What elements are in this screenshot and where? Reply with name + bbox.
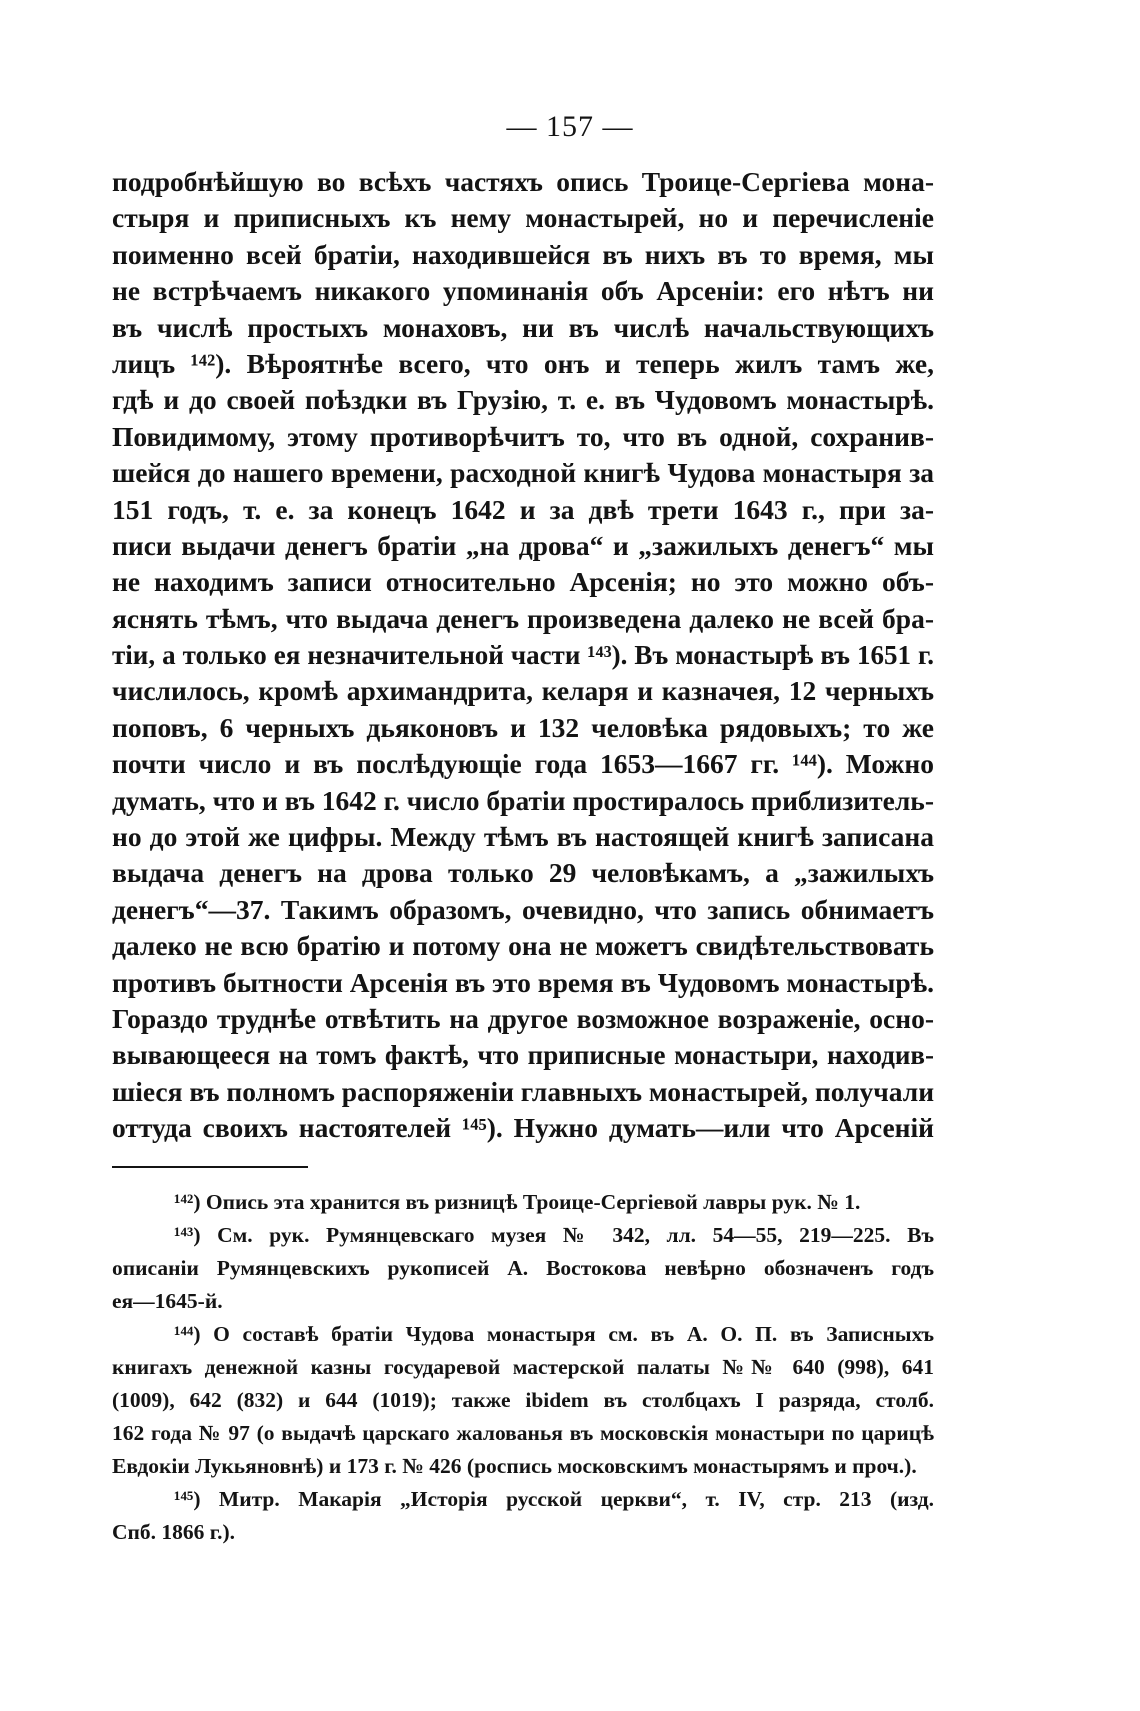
footnote-line: ¹⁴²) Опись эта хранится въ ризницѣ Троице-Сергіевой лавры рук. № 1. <box>174 1190 861 1214</box>
footnotes <box>112 1186 934 1549</box>
text-line: яснять тѣмъ, что выдача денегъ произведена далеко не всей бра- <box>112 602 934 634</box>
footnote-143 <box>112 1219 934 1318</box>
text-line: лицъ ¹⁴²). Вѣроятнѣе всего, что онъ и теперь жилъ тамъ же, <box>112 347 934 379</box>
body-text <box>112 164 934 1147</box>
footnote-line: ея—1645-й. <box>112 1289 223 1313</box>
footnote-line: 162 года № 97 (о выдачѣ царскаго жалованья въ московскія монастыри по царицѣ <box>112 1421 934 1445</box>
footnote-separator <box>112 1166 308 1168</box>
footnote-line: описаніи Румянцевскихъ рукописей А. Востокова невѣрно обозначенъ годъ <box>112 1256 934 1280</box>
text-line: не встрѣчаемъ никакого упоминанія объ Арсеніи: его нѣтъ ни <box>112 275 934 307</box>
text-line: 151 годъ, т. е. за конецъ 1642 и за двѣ трети 1643 г., при за- <box>112 493 934 525</box>
text-line: писи выдачи денегъ братіи „на дрова“ и „зажилыхъ денегъ“ мы <box>112 529 934 561</box>
text-line: выдача денегъ на дрова только 29 человѣкамъ, а „зажилыхъ <box>112 857 934 889</box>
text-line: поименно всей братіи, находившейся въ нихъ въ то время, мы <box>112 238 934 270</box>
footnote-line: ¹⁴⁵) Митр. Макарія „Исторія русской церкви“, т. IV, стр. 213 (изд. <box>174 1487 934 1511</box>
text-line: противъ бытности Арсенія въ это время въ Чудовомъ монастырѣ. <box>112 966 934 998</box>
text-line: шейся до нашего времени, расходной книгѣ Чудова монастыря за <box>112 457 934 489</box>
text-line: но до этой же цифры. Между тѣмъ въ настоящей книгѣ записана <box>112 821 934 853</box>
text-line: шіеся въ полномъ распоряженіи главныхъ монастырей, получали <box>112 1075 934 1107</box>
text-line: вывающееся на томъ фактѣ, что приписные монастыри, находив- <box>112 1040 934 1071</box>
text-line: подробнѣйшую во всѣхъ частяхъ опись Троице-Сергіева мона- <box>112 166 934 197</box>
text-line: думать, что и въ 1642 г. число братіи простиралось приблизитель- <box>112 784 934 816</box>
text-line: стыря и приписныхъ къ нему монастырей, но и перечисленіе <box>112 202 934 234</box>
text-line: гдѣ и до своей поѣздки въ Грузію, т. е. въ Чудовомъ монастырѣ. <box>112 384 934 416</box>
text-line: тіи, а только ея незначительной части ¹⁴³). Въ монастырѣ въ 1651 г. <box>112 640 934 671</box>
text-line: поповъ, 6 черныхъ дьяконовъ и 132 человѣка рядовыхъ; то же <box>112 711 934 743</box>
page-number: — 157 — <box>506 110 634 143</box>
text-line: оттуда своихъ настоятелей ¹⁴⁵). Нужно думать—или что Арсеній <box>112 1112 934 1144</box>
footnote-line: книгахъ денежной казны государевой мастерской палаты №№ 640 (998), 641 <box>112 1355 934 1379</box>
footnote-line: Евдокіи Лукьяновнѣ) и 173 г. № 426 (роспись московскимъ монастырямъ и проч.). <box>112 1454 917 1478</box>
footnote-line: (1009), 642 (832) и 644 (1019); также ibidem въ столбцахъ I разряда, столб. <box>112 1388 934 1412</box>
footnote-142 <box>112 1186 934 1219</box>
text-line: Повидимому, этому противорѣчитъ то, что въ одной, сохранив- <box>112 420 934 452</box>
footnote-144 <box>112 1318 934 1483</box>
text-line: денегъ“—37. Такимъ образомъ, очевидно, что запись обнимаетъ <box>112 893 934 925</box>
footnote-line: ¹⁴⁴) О составѣ братіи Чудова монастыря см. въ А. О. П. въ Записныхъ <box>174 1322 934 1346</box>
footnote-line: ¹⁴³) См. рук. Румянцевскаго музея № 342, лл. 54—55, 219—225. Въ <box>174 1223 934 1247</box>
text-line: числилось, кромѣ архимандрита, келаря и казначея, 12 черныхъ <box>112 675 934 707</box>
text-line: далеко не всю братію и потому она не можетъ свидѣтельствовать <box>112 930 934 962</box>
text-line: Гораздо труднѣе отвѣтить на другое возможное возраженіе, осно- <box>112 1002 934 1034</box>
text-line: въ числѣ простыхъ монаховъ, ни въ числѣ начальствующихъ <box>112 311 934 343</box>
footnote-145 <box>112 1483 934 1549</box>
text-line: не находимъ записи относительно Арсенія; но это можно объ- <box>112 566 934 598</box>
text-line: почти число и въ послѣдующіе года 1653—1667 гг. ¹⁴⁴). Можно <box>112 748 934 780</box>
footnote-line: Спб. 1866 г.). <box>112 1520 236 1544</box>
